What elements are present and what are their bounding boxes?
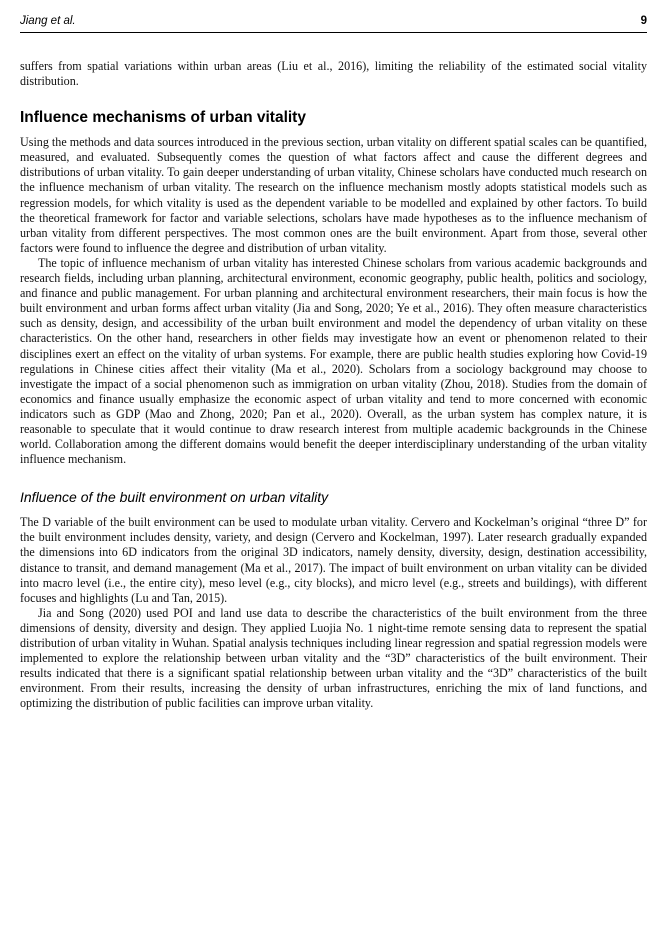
running-header [20,12,647,33]
subsection-heading: Influence of the built environment on urban vitality [20,489,329,506]
body-text [20,59,647,711]
continued-paragraph: suffers from spatial variations within urban areas (Liu et al., 2016), limiting the reliability of the estimated social vitality distribution. [20,59,647,89]
running-header-authors: Jiang et al. [20,15,76,27]
section-paragraph-1: Using the methods and data sources introduced in the previous section, urban vitality on different spatial scales can be quantified, measured, and evaluated. Subsequently comes the question of what factors affect and cause the different degrees and distributions of urban vitality. To gain deeper understanding of urban vitality, Chinese scholars have conducted much research on the influence mechanism of urban vitality. The research on the influence mechanism mostly adopts statistical models such as regression models, for which vitality is used as the dependent variable to be modelled and explained by other factors. To build the theoretical framework for factor and variable selections, scholars have made hypotheses as to the influence mechanism of urban vitality from different perspectives. The most common ones are the built environment. Apart from those, several other factors were found to influence the degree and distribution of urban vitality. [20,135,647,255]
section-paragraph-2: The topic of influence mechanism of urban vitality has interested Chinese scholars from various academic backgrounds and research fields, including urban planning, architectural environment, economic geography, public health, politics and sociology, and finance and public management. For urban planning and architectural environment researchers, their main focus is how the built environment and urban forms affect urban vitality (Jia and Song, 2020; Ye et al., 2016). They often measure characteristics such as density, design, and accessibility of the urban built environment and model the dependency of urban vitality on these characteristics. On the other hand, researchers in other fields may investigate how an event or phenomenon related to their disciplines exert an effect on the vitality of urban systems. For example, there are public health studies exploring how Covid-19 regulations in Chinese cities affect their vitality (Ma et al., 2020). Scholars from a sociology background may choose to investigate the impact of a social phenomenon such as immigration on urban vitality (Zhou, 2018). Studies from the domain of economics and finance usually emphasize the economic aspect of urban vitality and tend to more concerned with economic indicators such as GDP (Mao and Zhong, 2020; Pan et al., 2020). Overall, as the urban system has complex nature, it is reasonable to speculate that it would continue to draw research interest from multiple academic backgrounds in the Chinese world. Collaboration among the different domains would benefit the deeper interdisciplinary understanding of the urban vitality influence mechanism. [20,255,647,467]
page-number: 9 [640,15,647,27]
subsection-paragraph-1: The D variable of the built environment can be used to modulate urban vitality. Cervero and Kockelman’s original “three D” for the built environment includes density, variety, and design (Cervero and Kockelman, 1997). Later research gradually expanded the dimensions into 6D indicators from the original 3D indicators, namely density, diversity, design, destination accessibility, distance to transit, and demand management (Ma et al., 2017). The impact of built environment on urban vitality can be divided into macro level (i.e., the entire city), meso level (e.g., city blocks), and micro level (e.g., streets and buildings), with different focuses and highlights (Lu and Tan, 2015). [20,515,647,605]
section-heading: Influence mechanisms of urban vitality [20,109,306,127]
subsection-paragraph-2: Jia and Song (2020) used POI and land use data to describe the characteristics of the built environment from the three dimensions of density, diversity and design. They applied Luojia No. 1 night-time remote sensing data to represent the spatial distribution of urban vitality in Wuhan. Spatial analysis techniques including linear regression and spatial regression models were implemented to explore the relationship between urban vitality and the “3D” characteristics of the built environment. Their results indicated that there is a significant spatial relationship between urban vitality and the “3D” characteristics of the built environment. From their results, increasing the density of urban infrastructures, enriching the mix of land functions, and optimizing the distribution of public facilities can improve urban vitality. [20,605,648,711]
